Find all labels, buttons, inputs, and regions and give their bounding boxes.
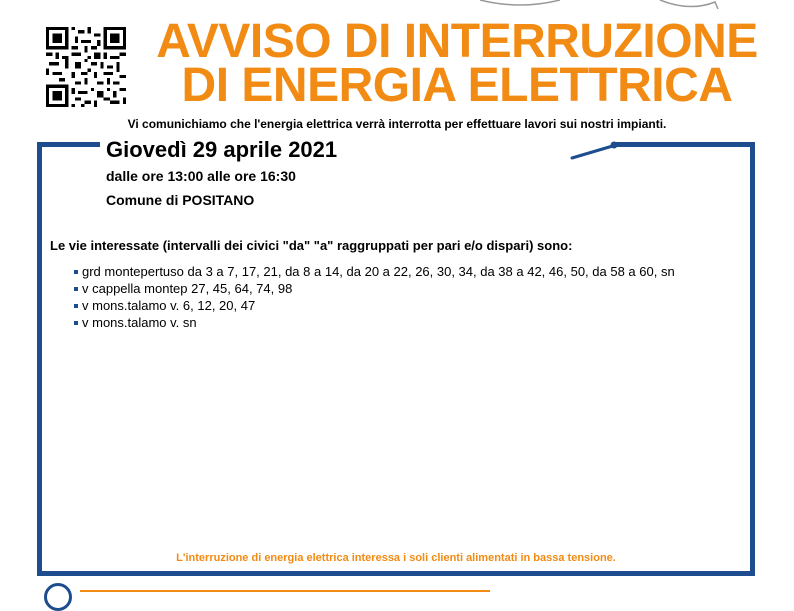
street-list bbox=[72, 264, 732, 332]
street-item: v cappella montep 27, 45, 64, 74, 98 bbox=[72, 281, 732, 296]
pen-icon bbox=[568, 138, 628, 164]
title-line-2: DI ENERGIA ELETTRICA bbox=[181, 59, 733, 112]
street-item: v mons.talamo v. 6, 12, 20, 47 bbox=[72, 298, 732, 313]
title-line-1: AVVISO DI INTERRUZIONE bbox=[156, 15, 758, 68]
footer-note: L'interruzione di energia elettrica interessa i soli clienti alimentati in bassa tensione. bbox=[176, 552, 616, 564]
interruption-date: Giovedì 29 aprile 2021 bbox=[106, 137, 338, 162]
frame-top-left-segment bbox=[37, 142, 100, 147]
notice-title bbox=[132, 15, 782, 112]
street-item: v mons.talamo v. sn bbox=[72, 315, 732, 330]
top-decoration bbox=[0, 0, 794, 12]
intro-text: Vi comunichiamo che l'energia elettrica verrà interrotta per effettuare lavori sui nostri impianti. bbox=[127, 117, 667, 131]
interruption-hours: dalle ore 13:00 alle ore 16:30 bbox=[106, 168, 296, 184]
qr-code[interactable] bbox=[46, 27, 126, 107]
comune-name: Comune di POSITANO bbox=[106, 192, 255, 208]
bottom-divider bbox=[80, 590, 490, 592]
street-item: grd montepertuso da 3 a 7, 17, 21, da 8 a 14, da 20 a 22, 26, 30, 34, da 38 a 42, 46, 50, da 58 a 60, sn bbox=[72, 264, 732, 279]
frame-top-right-segment bbox=[613, 142, 755, 147]
streets-heading: Le vie interessate (intervalli dei civici "da" "a" raggruppati per pari e/o dispari) sono: bbox=[50, 238, 573, 253]
circle-icon bbox=[44, 583, 72, 611]
